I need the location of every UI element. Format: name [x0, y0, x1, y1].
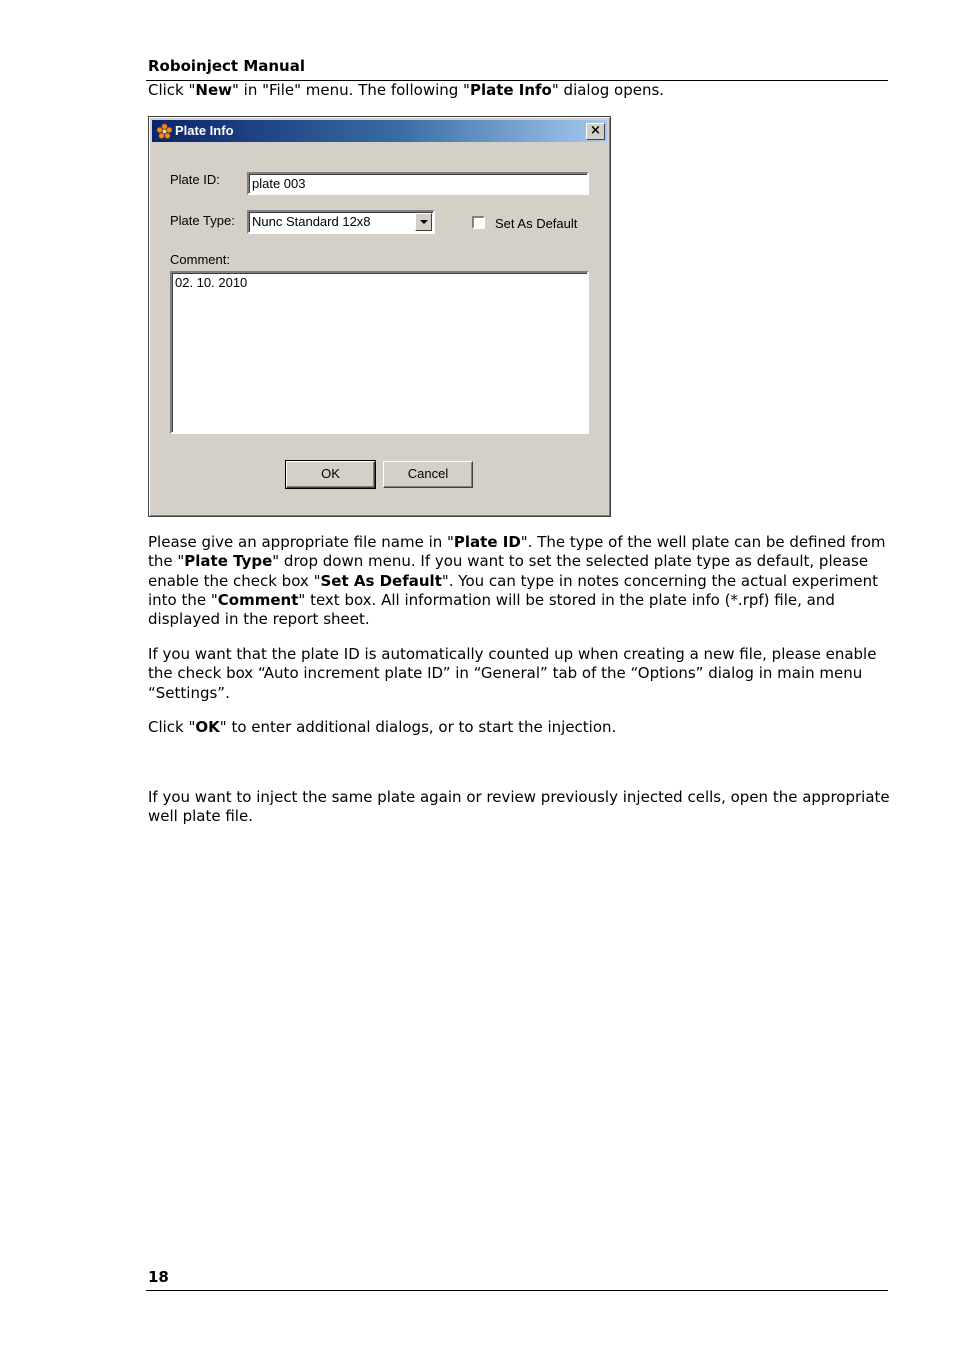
- dialog-titlebar[interactable]: [152, 120, 607, 142]
- plate-type-select[interactable]: [247, 210, 435, 234]
- plate-id-input[interactable]: plate 003: [247, 172, 589, 195]
- para1-text-5: " text box. All information will be stored in the plate info (*.rpf) file, and displayed in the report sheet.: [148, 590, 835, 629]
- para1-text-2: ". The type of the well plate can be defined from the ": [148, 533, 886, 571]
- para1-bold-plate-id: Plate ID: [453, 533, 521, 551]
- footer-rule: [146, 1290, 888, 1291]
- plate-info-dialog: [148, 116, 611, 517]
- intro-text-2: " in "File" menu. The following ": [232, 81, 470, 99]
- para3-text-1: Click ": [148, 718, 196, 736]
- para1-bold-comment: Comment: [217, 590, 299, 609]
- body-paragraph-1: [148, 533, 890, 629]
- intro-text-1: Click ": [148, 81, 196, 99]
- para1-bold-set-as-default: Set As Default: [320, 571, 442, 590]
- plate-id-label: Plate ID:: [170, 172, 220, 187]
- para3-bold-ok: OK: [195, 718, 220, 736]
- body-paragraph-2: If you want that the plate ID is automatically counted up when creating a new file, please enable the check box “Auto increment plate ID” in “General” tab of the “Options” dialog in main menu “Settings”.: [148, 645, 877, 702]
- body-paragraph-3: [148, 718, 890, 737]
- intro-bold-plate-info: Plate Info: [469, 81, 552, 99]
- para1-bold-plate-type: Plate Type: [184, 552, 273, 571]
- comment-label: Comment:: [170, 252, 230, 267]
- ok-button[interactable]: OK: [286, 461, 375, 488]
- page-number: 18: [148, 1268, 169, 1286]
- close-button[interactable]: [586, 123, 605, 140]
- intro-text-3: " dialog opens.: [551, 81, 665, 99]
- body-paragraph-4: If you want to inject the same plate again or review previously injected cells, open the appropriate well plate file.: [148, 788, 890, 826]
- close-icon: ×: [590, 123, 601, 138]
- para1-text-3: " drop down menu. If you want to set the selected plate type as default, please enable the check box ": [148, 552, 869, 590]
- para3-text-2: " to enter additional dialogs, or to start the injection.: [219, 718, 617, 736]
- app-logo-icon: [156, 123, 173, 140]
- para1-text-1: Please give an appropriate file name in ": [148, 533, 454, 551]
- chevron-down-icon[interactable]: [415, 213, 432, 231]
- dialog-title: Plate Info: [175, 123, 234, 138]
- intro-paragraph: [148, 81, 890, 100]
- set-as-default-checkbox[interactable]: [472, 216, 485, 229]
- comment-textarea[interactable]: 02. 10. 2010: [170, 271, 589, 434]
- para1-text-4: ". You can type in notes concerning the actual experiment into the ": [148, 571, 879, 609]
- intro-bold-new: New: [195, 81, 233, 99]
- plate-type-label: Plate Type:: [170, 213, 235, 228]
- cancel-button[interactable]: Cancel: [383, 461, 473, 488]
- set-as-default-label[interactable]: Set As Default: [495, 216, 578, 231]
- plate-type-value: Nunc Standard 12x8: [252, 214, 371, 229]
- manual-title: Roboinject Manual: [148, 57, 305, 75]
